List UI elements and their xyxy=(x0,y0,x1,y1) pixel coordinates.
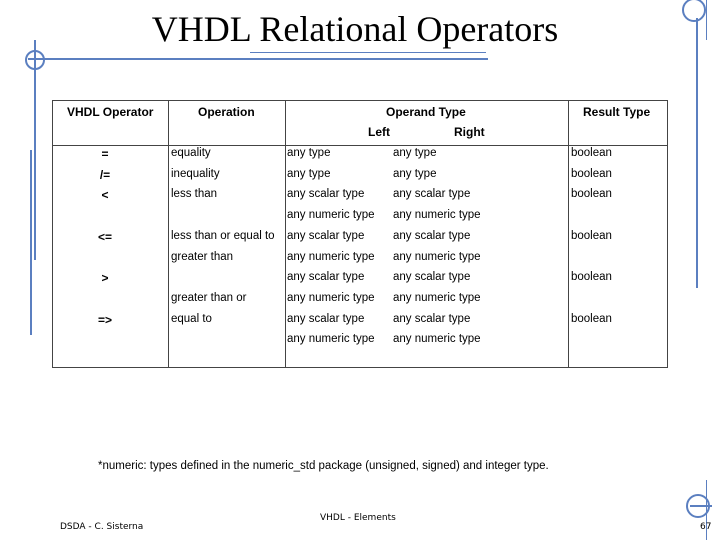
cell-right: any numeric type xyxy=(393,209,481,222)
cell-result: boolean xyxy=(571,147,612,159)
frame-line-top xyxy=(28,58,488,60)
cell-result: boolean xyxy=(571,188,612,201)
cell-right: any scalar type xyxy=(393,271,471,284)
title-underline xyxy=(250,52,486,53)
cell-left: any scalar type xyxy=(287,312,365,325)
cell-operator: /= xyxy=(99,167,111,182)
cell-right: any numeric type xyxy=(393,250,481,263)
cell-right: any numeric type xyxy=(393,291,481,304)
header-right: Right xyxy=(454,125,485,139)
frame-line-right-upper xyxy=(706,0,707,40)
cell-operation: less than or equal to xyxy=(171,229,275,242)
cell-right: any type xyxy=(393,167,437,180)
frame-circle-bottomright-icon xyxy=(686,494,710,518)
header-operand-type: Operand Type xyxy=(386,105,466,119)
header-left: Left xyxy=(368,125,390,139)
col-divider xyxy=(285,101,286,367)
header-result-type: Result Type xyxy=(583,105,651,119)
cell-right: any scalar type xyxy=(393,188,471,201)
cell-operator: => xyxy=(97,312,112,327)
frame-circle-left-icon xyxy=(25,50,45,70)
footnote: *numeric: types defined in the numeric_std package (unsigned, signed) and integer type. xyxy=(98,460,549,472)
cell-operator: < xyxy=(101,188,109,203)
cell-operator: = xyxy=(101,147,109,161)
header-operation: Operation xyxy=(198,105,255,119)
frame-line-left-lower xyxy=(30,150,32,335)
cell-right: any scalar type xyxy=(393,229,471,242)
cell-result: boolean xyxy=(571,167,612,180)
cell-operation: equality xyxy=(171,147,211,159)
footer-center: VHDL - Elements xyxy=(320,513,396,523)
frame-line-right xyxy=(696,18,698,288)
cell-operation: equal to xyxy=(171,312,212,325)
header-divider xyxy=(53,145,667,146)
page-number: 67 xyxy=(700,522,712,532)
cell-result: boolean xyxy=(571,271,612,284)
cell-right: any numeric type xyxy=(393,333,481,346)
cell-left: any numeric type xyxy=(287,250,375,263)
col-divider xyxy=(168,101,169,367)
cell-right: any scalar type xyxy=(393,312,471,325)
cell-left: any scalar type xyxy=(287,188,365,201)
relational-operators-table xyxy=(52,100,668,368)
col-divider xyxy=(568,101,569,367)
cell-left: any type xyxy=(287,147,331,159)
cell-operation: less than xyxy=(171,188,218,201)
frame-line-left xyxy=(34,40,36,260)
cell-left: any numeric type xyxy=(287,291,375,304)
slide-title: VHDL Relational Operators xyxy=(151,9,559,49)
cell-result: boolean xyxy=(571,312,612,325)
cell-operator: > xyxy=(101,271,109,286)
cell-operation: greater than or xyxy=(171,291,247,304)
cell-left: any scalar type xyxy=(287,229,365,242)
cell-left: any numeric type xyxy=(287,209,375,222)
cell-right: any type xyxy=(393,147,437,159)
cell-left: any numeric type xyxy=(287,333,375,346)
cell-left: any type xyxy=(287,167,331,180)
header-vhdl-operator: VHDL Operator xyxy=(67,105,154,119)
cell-operation: greater than xyxy=(171,250,234,263)
cell-operation: inequality xyxy=(171,167,220,180)
cell-operator: <= xyxy=(97,229,112,244)
cell-result: boolean xyxy=(571,229,612,242)
cell-left: any scalar type xyxy=(287,271,365,284)
footer-author: DSDA - C. Sisterna xyxy=(60,522,144,532)
